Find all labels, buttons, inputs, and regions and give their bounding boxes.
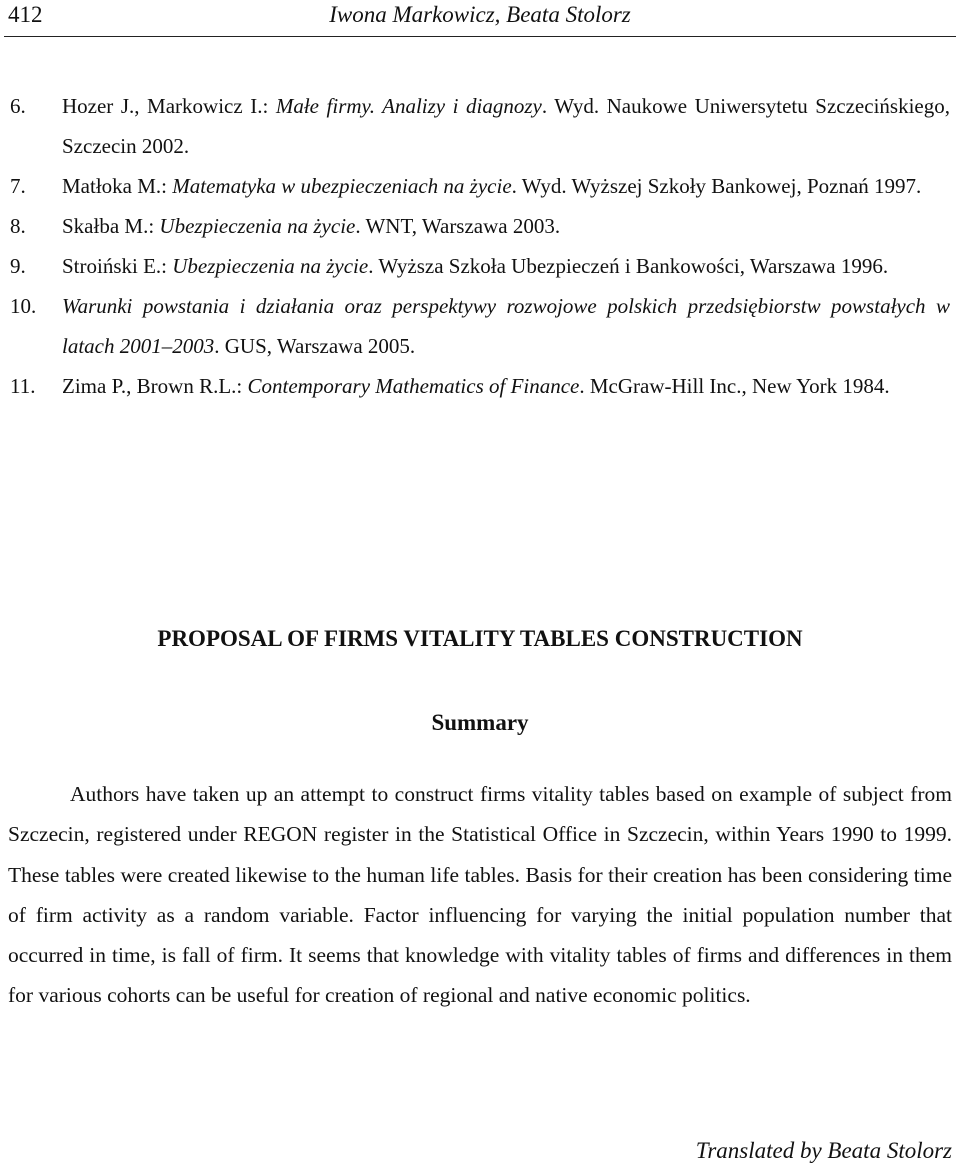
reference-number: 11.	[10, 374, 36, 398]
reference-text	[62, 206, 950, 246]
reference-authors: Skałba M.:	[62, 214, 160, 238]
reference-list	[10, 86, 950, 406]
reference-number: 8.	[10, 214, 26, 238]
reference-text	[62, 246, 950, 286]
summary-heading: Summary	[431, 710, 529, 735]
reference-number: 10.	[10, 294, 37, 318]
reference-item	[10, 246, 950, 286]
reference-publisher: . Wyższa Szkoła Ubezpieczeń i Bankowości, Warszawa 1996.	[368, 254, 889, 278]
reference-number: 6.	[10, 94, 26, 118]
reference-item	[10, 206, 950, 246]
reference-text	[62, 366, 950, 406]
reference-title: Contemporary Mathematics of Finance	[247, 374, 580, 398]
reference-title: Ubezpieczenia na życie	[159, 214, 356, 238]
article-title: PROPOSAL OF FIRMS VITALITY TABLES CONSTRUCTION	[157, 626, 803, 651]
reference-publisher: . WNT, Warszawa 2003.	[355, 214, 561, 238]
running-head: Iwona Markowicz, Beata Stolorz	[329, 2, 631, 27]
reference-publisher: . GUS, Warszawa 2005.	[214, 334, 416, 358]
reference-publisher: . Wyd. Naukowe Uniwersytetu Szczecińskiego, Szczecin 2002.	[62, 94, 950, 158]
reference-authors: Zima P., Brown R.L.:	[62, 374, 248, 398]
reference-authors: Hozer J., Markowicz I.:	[62, 94, 276, 118]
reference-publisher: . Wyd. Wyższej Szkoły Bankowej, Poznań 1997.	[511, 174, 922, 198]
reference-authors: Matłoka M.:	[62, 174, 173, 198]
reference-text	[62, 86, 950, 166]
reference-title: Matematyka w ubezpieczeniach na życie	[172, 174, 512, 198]
translator-credit: Translated by Beata Stolorz	[695, 1138, 952, 1163]
page-number: 412	[8, 2, 43, 27]
reference-text	[62, 286, 950, 366]
reference-title: Ubezpieczenia na życie	[172, 254, 369, 278]
reference-title: Warunki powstania i działania oraz perspektywy rozwojowe polskich przedsiębiorstw powstałych w latach 2001–2003	[62, 294, 950, 358]
reference-number: 7.	[10, 174, 26, 198]
reference-authors: Stroiński E.:	[62, 254, 173, 278]
reference-title: Małe firmy. Analizy i diagnozy	[275, 94, 542, 118]
reference-item	[10, 366, 950, 406]
reference-item	[10, 286, 950, 366]
summary-paragraph: Authors have taken up an attempt to construct firms vitality tables based on example of subject from Szczecin, registered under REGON register in the Statistical Office in Szczecin, within Years 1990 to 1999. These tables were created likewise to the human life tables. Basis for their creation has been considering time of firm activity as a random variable. Factor influencing for varying the initial population number that occurred in time, is fall of firm. It seems that knowledge with vitality tables of firms and differences in them for various cohorts can be useful for creation of regional and native economic politics.	[8, 782, 952, 1008]
reference-item	[10, 166, 950, 206]
reference-text	[62, 166, 950, 206]
page-header	[4, 0, 956, 37]
reference-publisher: . McGraw-Hill Inc., New York 1984.	[579, 374, 890, 398]
reference-number: 9.	[10, 254, 26, 278]
reference-item	[10, 86, 950, 166]
